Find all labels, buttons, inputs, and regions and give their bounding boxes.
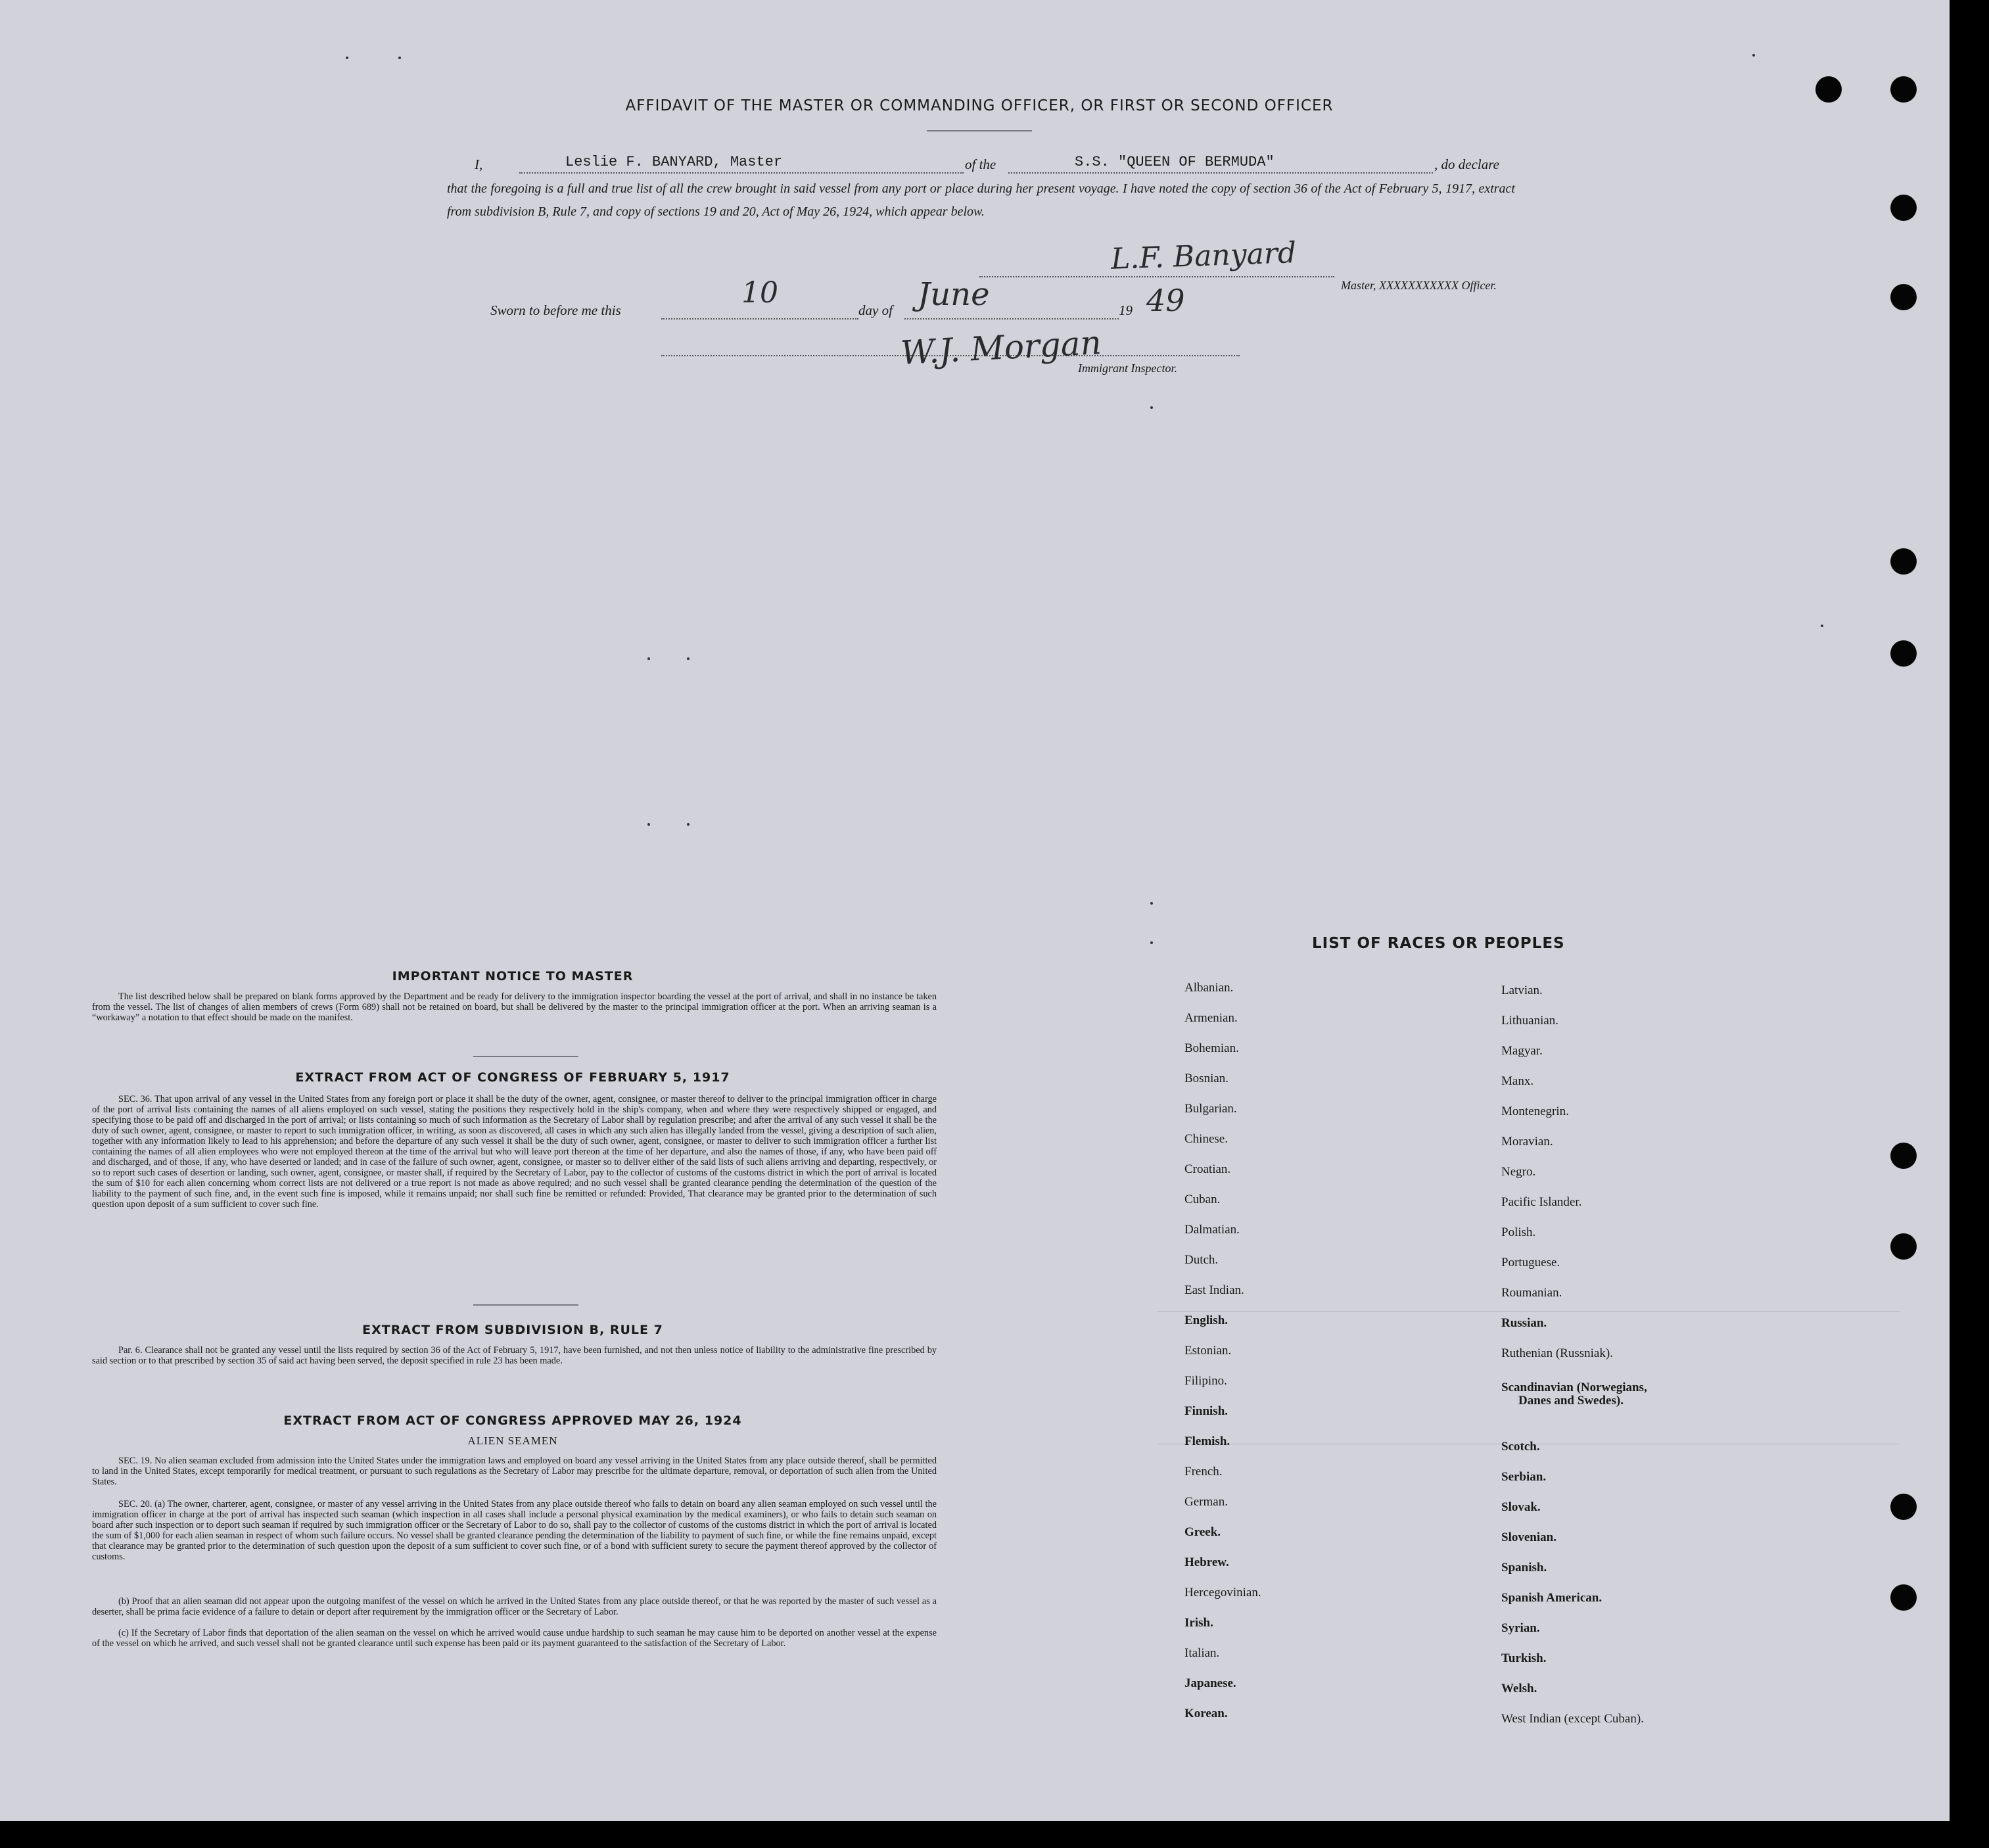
master-name: Leslie F. BANYARD, Master xyxy=(565,154,783,170)
races-title: LIST OF RACES OR PEOPLES xyxy=(1312,935,1565,952)
master-label: Master, XXXXXXXXXXX Officer. xyxy=(1341,279,1497,292)
punch-hole xyxy=(1890,195,1917,221)
race-item: Serbian. xyxy=(1501,1470,1547,1484)
race-item: Irish. xyxy=(1184,1616,1213,1630)
punch-hole xyxy=(1890,640,1917,667)
race-item: Estonian. xyxy=(1184,1344,1232,1358)
race-item: Roumanian. xyxy=(1501,1286,1562,1300)
speck xyxy=(1150,406,1153,409)
inspector-label: Immigrant Inspector. xyxy=(1078,362,1177,375)
race-item: Syrian. xyxy=(1501,1621,1540,1635)
of-the-label: of the xyxy=(965,156,996,172)
punch-hole xyxy=(1890,1143,1917,1169)
race-item: Moravian. xyxy=(1501,1135,1553,1149)
race-item: Polish. xyxy=(1501,1225,1536,1239)
race-item: Hebrew. xyxy=(1184,1555,1229,1569)
race-item: Slovak. xyxy=(1501,1500,1541,1514)
speck xyxy=(1821,625,1823,627)
race-item: Slovenian. xyxy=(1501,1530,1556,1544)
master-signature: L.F. Banyard xyxy=(1110,236,1297,276)
affidavit-title: AFFIDAVIT OF THE MASTER OR COMMANDING OFFICER, OR FIRST OR SECOND OFFICER xyxy=(625,97,1334,114)
race-item: Greek. xyxy=(1184,1525,1221,1539)
extract-1924-title: EXTRACT FROM ACT OF CONGRESS APPROVED MAY 26, 1924 xyxy=(283,1413,742,1428)
race-item: Finnish. xyxy=(1184,1404,1228,1418)
speck xyxy=(1150,941,1153,944)
race-item: Welsh. xyxy=(1501,1682,1537,1695)
extract-1924-sec20a: SEC. 20. (a) The owner, charterer, agent, consignee, or master of any vessel arriving in the United States from any place outside thereof who fails to detain on board any alien seaman employed on such vessel until the immigration officer in charge at the port of arrival has inspected such seaman (which inspection in all cases shall include a personal physical examination by the medical examiners), or who fails to detain such seaman on board after such inspection or to deport such seaman if required by such immigration officer or the Secretary of Labor to do so, shall pay to the collector of customs of the customs district in which the port of arrival is located the sum of $1,000 for each alien seaman in respect of whom such failure occurs. No vessel shall be granted clearance pending the determination of the liability to payment of such fine, or while the fine remains unpaid, except that clearance may be granted prior to the determination of such question upon the deposit of a sum sufficient to cover such fine, or of a bond with sufficient surety to secure the payment thereof approved by the collector of customs. xyxy=(92,1499,937,1562)
vessel-line xyxy=(1008,172,1433,174)
fold-line xyxy=(1157,1311,1900,1312)
race-item: Ruthenian (Russniak). xyxy=(1501,1346,1613,1360)
race-item: Bohemian. xyxy=(1184,1041,1239,1055)
punch-hole xyxy=(1890,548,1917,575)
sworn-day: 10 xyxy=(741,276,778,310)
race-item: Japanese. xyxy=(1184,1676,1236,1690)
extract-1924-sec19: SEC. 19. No alien seaman excluded from admission into the United States under the immigration laws and employed on board any vessel arriving in the United States from any place outside thereof, shall be permitted to land in the United States, except temporarily for medical treatment, or pursuant to such regulations as the Secretary of Labor may prescribe for the ultimate departure, removal, or deportation of such alien from the United States. xyxy=(92,1456,937,1487)
race-item: Negro. xyxy=(1501,1165,1536,1179)
race-item: Filipino. xyxy=(1184,1374,1227,1388)
race-item: Bulgarian. xyxy=(1184,1102,1237,1116)
race-item: English. xyxy=(1184,1314,1228,1327)
section-divider xyxy=(473,1056,578,1057)
race-item: Dutch. xyxy=(1184,1253,1219,1267)
speck xyxy=(398,57,401,59)
race-item: Italian. xyxy=(1184,1646,1220,1660)
race-item: Spanish. xyxy=(1501,1561,1547,1575)
race-item: Danes and Swedes). xyxy=(1518,1394,1624,1408)
extract-1924-subtitle: ALIEN SEAMEN xyxy=(467,1434,558,1447)
speck xyxy=(687,823,690,826)
race-item: Latvian. xyxy=(1501,983,1543,997)
race-item: Chinese. xyxy=(1184,1132,1228,1146)
day-line xyxy=(661,318,858,320)
race-item: Dalmatian. xyxy=(1184,1223,1240,1237)
scan-edge xyxy=(1950,0,1989,1848)
punch-hole xyxy=(1890,1494,1917,1520)
month-line xyxy=(904,318,1119,320)
name-line xyxy=(519,172,964,174)
race-item: Russian. xyxy=(1501,1316,1547,1330)
race-item: Lithuanian. xyxy=(1501,1014,1559,1028)
sworn-year: 49 xyxy=(1146,283,1185,318)
race-item: Armenian. xyxy=(1184,1011,1238,1025)
title-divider xyxy=(927,130,1032,131)
punch-hole xyxy=(1890,284,1917,310)
race-item: Flemish. xyxy=(1184,1434,1230,1448)
extract-1924-sec20c: (c) If the Secretary of Labor finds that deportation of the alien seaman on the vessel on which he arrived would cause undue hardship to such seaman he may cause him to be deported on another vessel at the expense of the vessel on which he arrived, and such vessel shall not be granted clearance until such expense has been paid or its payment guaranteed to the satisfaction of the Secretary of Labor. xyxy=(92,1628,937,1649)
day-of-label: day of xyxy=(858,302,893,318)
punch-hole xyxy=(1890,1584,1917,1611)
race-item: Montenegrin. xyxy=(1501,1104,1569,1118)
extract-1924-sec20b: (b) Proof that an alien seaman did not appear upon the outgoing manifest of the vessel on which he arrived in the United States from any place outside thereof, or that he was reported by the master of such vessel as a deserter, shall be prima facie evidence of a failure to detain or deport after requirement by the immigration officer or the Secretary of Labor. xyxy=(92,1596,937,1617)
speck xyxy=(647,657,650,660)
speck xyxy=(1150,902,1153,905)
inspector-signature: W.J. Morgan xyxy=(899,323,1103,372)
race-item: Turkish. xyxy=(1501,1651,1547,1665)
declaration-text: that the foregoing is a full and true list of all the crew brought in said vessel from any port or place during her present voyage. I have noted the copy of section 36 of the Act of February 5, 1917, extract from subdivision B, Rule 7, and copy of sections 19 and 20, Act of May 26, 1924, which appear below. xyxy=(447,181,1515,219)
race-item: Cuban. xyxy=(1184,1193,1221,1206)
speck xyxy=(687,657,690,660)
extract-rule7-text: Par. 6. Clearance shall not be granted any vessel until the lists required by section 36 of the Act of February 5, 1917, have been furnished, and not then unless notice of liability to the administrative fine prescribed by said section or to that prescribed by section 35 of said act having been served, the deposit specified in rule 23 has been made. xyxy=(92,1345,937,1366)
speck xyxy=(1752,54,1755,57)
race-item: German. xyxy=(1184,1495,1228,1509)
speck xyxy=(647,823,650,826)
race-item: Pacific Islander. xyxy=(1501,1195,1582,1209)
race-item: Manx. xyxy=(1501,1074,1534,1088)
race-item: Portuguese. xyxy=(1501,1256,1560,1269)
vessel-name: S.S. "QUEEN OF BERMUDA" xyxy=(1075,154,1275,170)
punch-hole xyxy=(1815,76,1842,103)
extract-rule7-title: EXTRACT FROM SUBDIVISION B, RULE 7 xyxy=(362,1323,663,1337)
declare-i: I, xyxy=(475,156,483,172)
year-prefix: 19 xyxy=(1119,302,1133,318)
do-declare-label: , do declare xyxy=(1434,156,1499,172)
extract-1917-title: EXTRACT FROM ACT OF CONGRESS OF FEBRUARY 5, 1917 xyxy=(295,1070,730,1085)
notice-text: The list described below shall be prepared on blank forms approved by the Department and be ready for delivery to the immigration inspector boarding the vessel at the port of arrival, and shall in no instance be taken from the vessel. The list of changes of alien members of crews (Form 689) shall not be retained on board, but shall be delivered by the master to the principal immigration officer at the port. When an arriving seaman is a “workaway” a notation to that effect should be made on the manifest. xyxy=(92,991,937,1023)
punch-hole xyxy=(1890,1233,1917,1260)
race-item: Bosnian. xyxy=(1184,1072,1229,1085)
race-item: Hercegovinian. xyxy=(1184,1586,1261,1599)
notice-title: IMPORTANT NOTICE TO MASTER xyxy=(392,969,634,983)
race-item: East Indian. xyxy=(1184,1283,1244,1297)
extract-1917-text: SEC. 36. That upon arrival of any vessel in the United States from any foreign port or place it shall be the duty of the owner, agent, consignee, or master thereof to deliver to the principal immigration officer in charge of the port of arrival lists containing the names of all aliens employed on such vessel, stating the positions they respectively hold in the ship's company, when and where they were respectively shipped or engaged, and specifying those to be paid off and discharged in the port of arrival; or lists containing so much of such information as the Secretary of Labor shall by regulation prescribe; and after the arrival of any such vessel it shall be the duty of such owner, agent, consignee, or master to report to such immigration officer, in writing, as soon as discovered, all cases in which any such alien has illegally landed from the vessel, giving a description of such alien, together with any information likely to lead to his apprehension; and before the departure of any such vessel it shall be the duty of such owner, agent, consignee, or master to deliver to such immigration officer a further list containing the names of all alien employees who were not employed thereon at the time of the arrival but who will leave port thereon at the time of her departure, and also the names of those, if any, who have been paid off and discharged, and of those, if any, who have deserted or landed; and in case of the failure of such owner, agent, consignee, or master so to deliver either of the said lists of such aliens arriving and departing, respectively, or so to report such cases of desertion or landing, such owner, agent, consignee, or master shall, if required by the Secretary of Labor, pay to the collector of customs of the customs district in which the port of arrival is located the sum of $10 for each alien concerning whom correct lists are not delivered or a true report is not made as above required; and no such vessel shall be granted clearance pending the determination of the question of the liability to the payment of such fine, and, in the event such fine is imposed, while it remains unpaid; nor shall such fine be remitted or refunded: Provided, That clearance may be granted prior to the determination of such question upon deposit of a sum sufficient to cover such fine. xyxy=(92,1094,937,1210)
race-item: Croatian. xyxy=(1184,1162,1231,1176)
section-divider xyxy=(473,1304,578,1306)
race-item: Scotch. xyxy=(1501,1440,1540,1454)
race-item: French. xyxy=(1184,1465,1223,1479)
race-item: Scandinavian (Norwegians, xyxy=(1501,1381,1647,1394)
race-item: Spanish American. xyxy=(1501,1591,1603,1605)
race-item: West Indian (except Cuban). xyxy=(1501,1712,1644,1726)
speck xyxy=(346,57,348,59)
race-item: Albanian. xyxy=(1184,981,1234,995)
sworn-month: June xyxy=(918,276,990,313)
sworn-label: Sworn to before me this xyxy=(490,302,621,318)
race-item: Magyar. xyxy=(1501,1044,1543,1058)
race-item: Korean. xyxy=(1184,1707,1228,1720)
master-signature-line xyxy=(979,276,1334,277)
punch-hole xyxy=(1890,76,1917,103)
